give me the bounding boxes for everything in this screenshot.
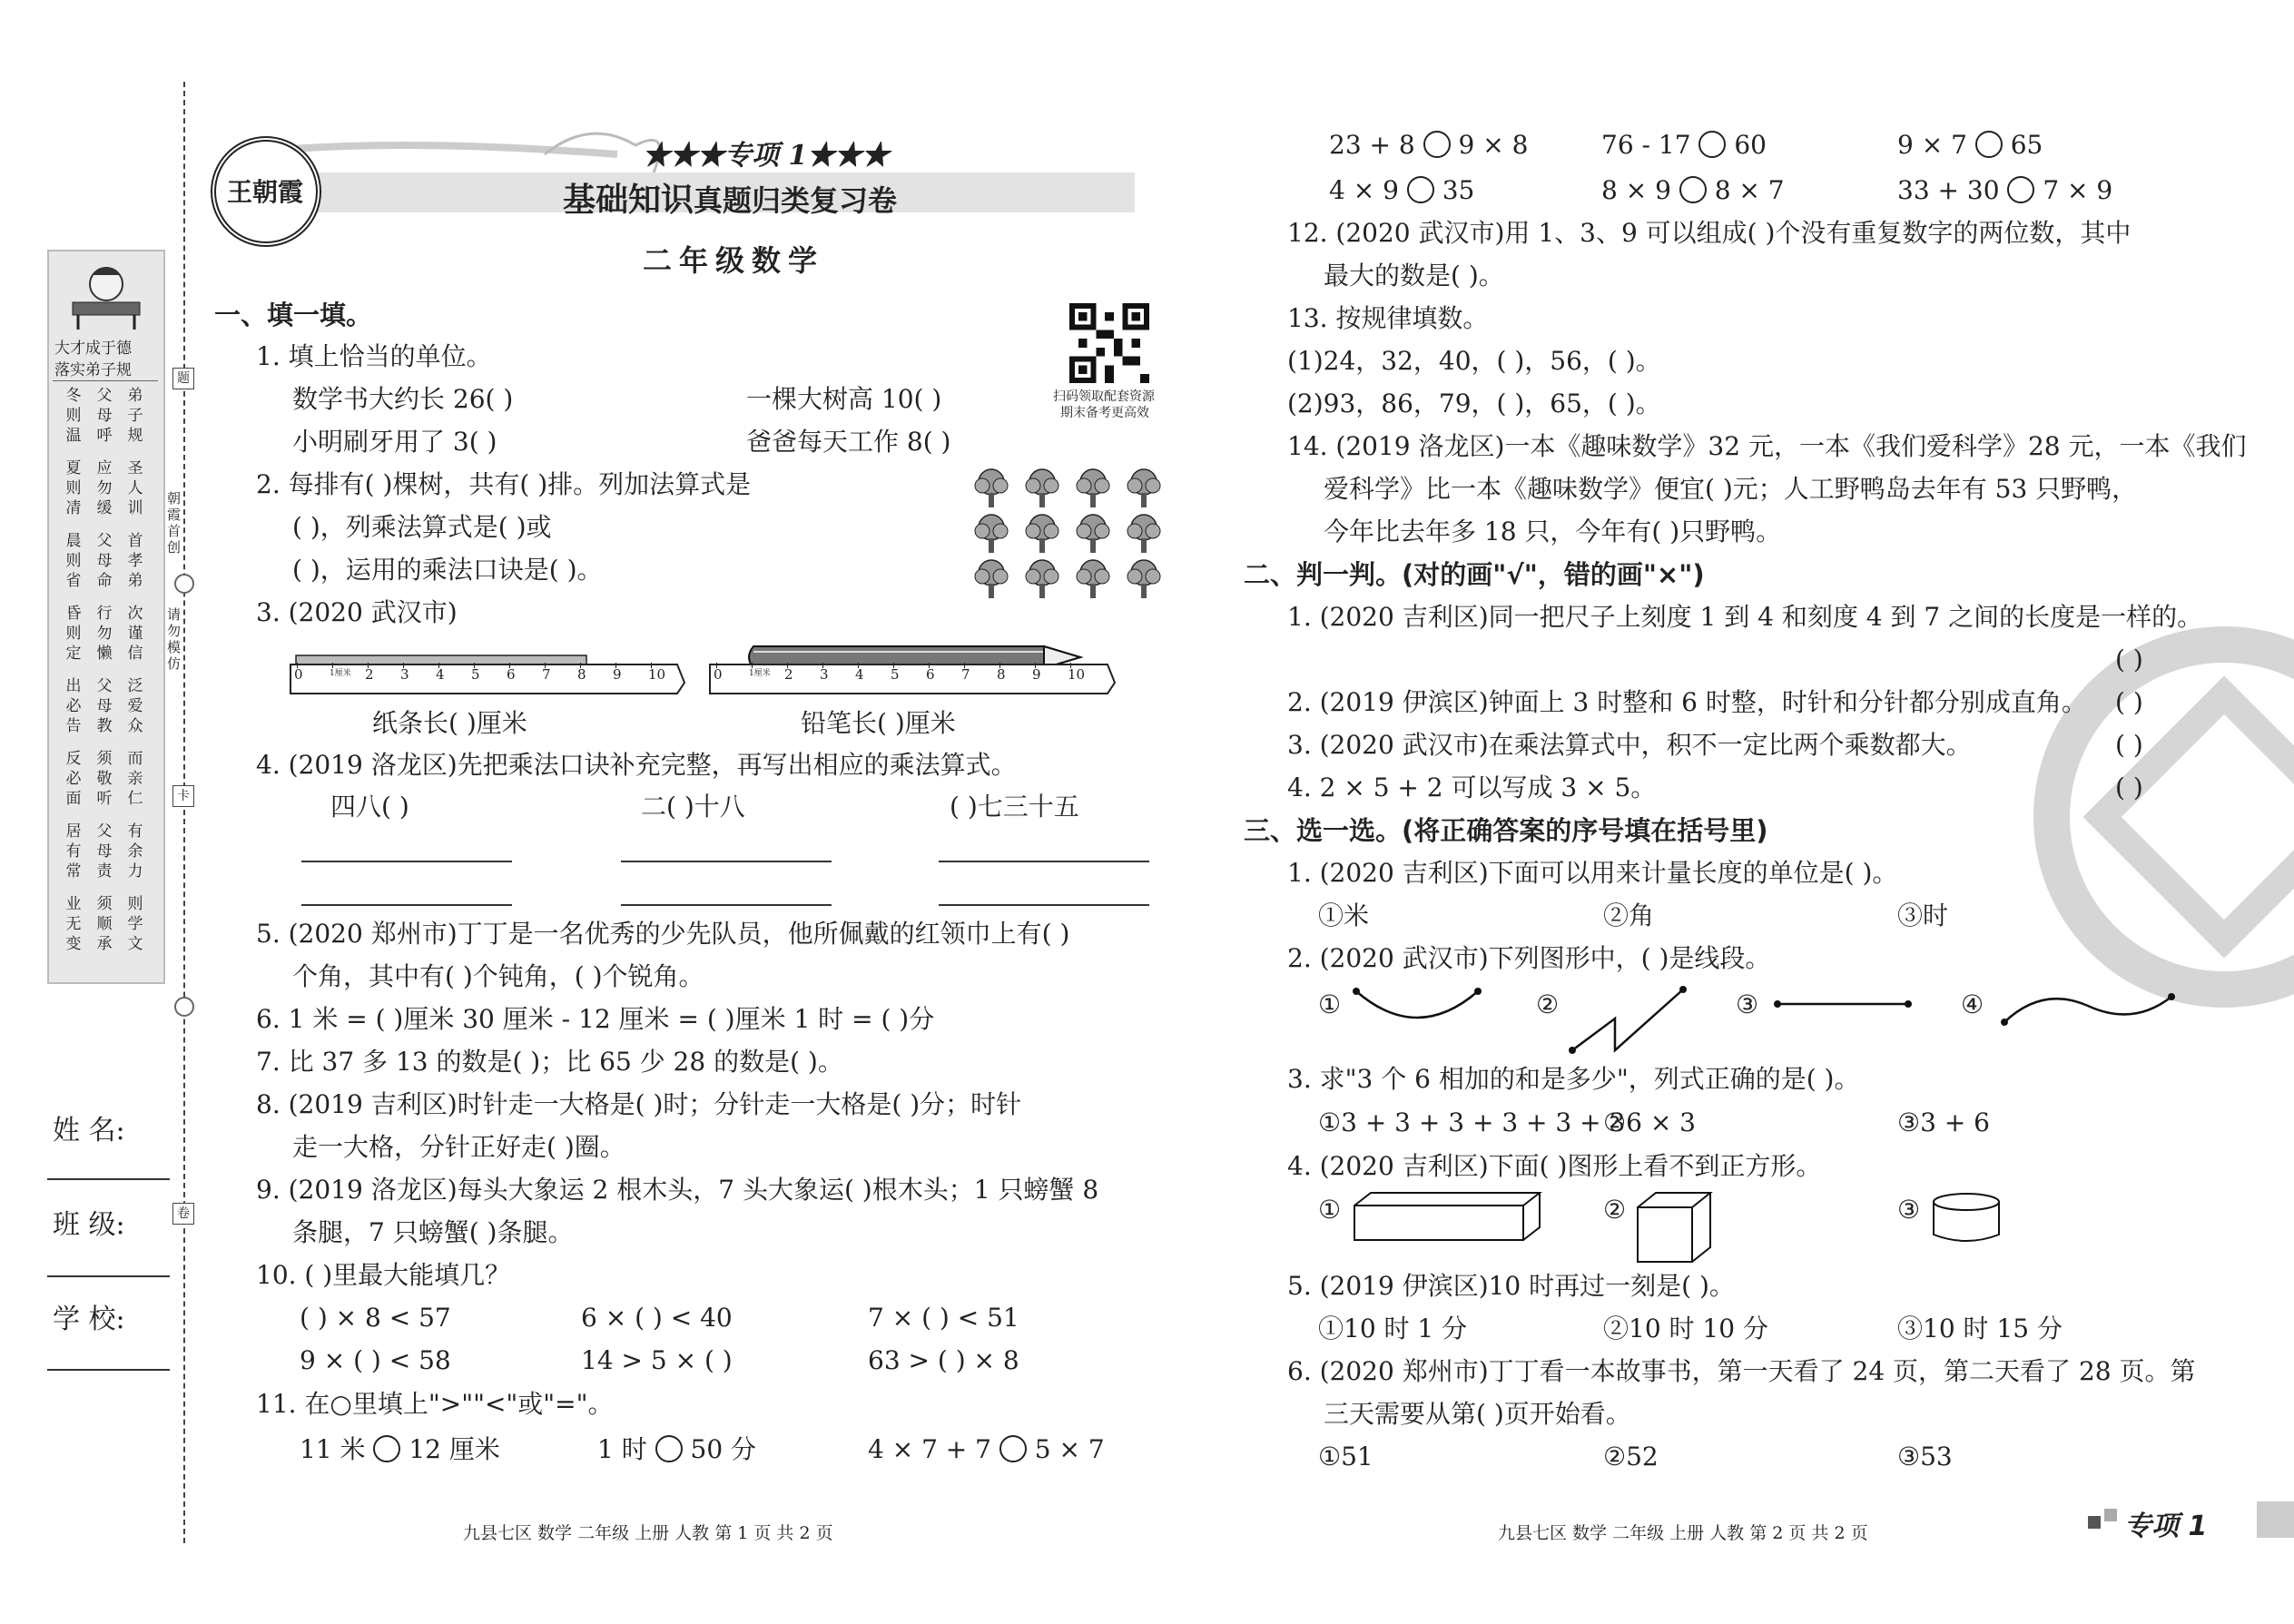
motto-2: 落实弟子规 [54, 361, 132, 379]
choice-option[interactable]: ③ [1897, 1195, 1921, 1225]
corner-block-light [2104, 1509, 2117, 1521]
corner-block-dark [2088, 1516, 2101, 1529]
ruler-tick [1070, 663, 1071, 668]
ruler-tick-label: 4 [436, 666, 445, 683]
q10-prompt: 10. ( )里最大能填几？ [256, 1260, 511, 1290]
seal-2: 卡 [172, 785, 194, 807]
tree-icon [1124, 558, 1164, 604]
q3-paper-answer: 纸条长( )厘米 [372, 708, 527, 738]
choice-4: 4. (2020 吉利区)下面( )图形上看不到正方形。 [1287, 1151, 1822, 1181]
ruler-tick-label: 10 [1068, 666, 1086, 683]
tree-icon [1124, 513, 1164, 558]
tree-icon [1022, 558, 1062, 604]
ruler-tick [1035, 663, 1036, 668]
choice-option[interactable]: ③时 [1897, 901, 1949, 930]
ruler-tick-label: 5 [891, 666, 900, 683]
watermark-stamp [2033, 626, 2294, 1008]
tree-icon [971, 468, 1011, 513]
name-field[interactable] [47, 1178, 170, 1180]
choice-5: 5. (2019 伊滨区)10 时再过一刻是( )。 [1287, 1271, 1735, 1301]
choice-6-line-2: 三天需要从第( )页开始看。 [1324, 1399, 1631, 1429]
ruler-tick [999, 663, 1000, 668]
choice-option[interactable]: ②10 时 10 分 [1603, 1314, 1768, 1343]
vertical-note-1: 朝霞首创 [167, 490, 182, 556]
mascot-icon [65, 259, 147, 331]
choice-3: 3. 求"3 个 6 相加的和是多少"，列式正确的是( )。 [1287, 1064, 1860, 1094]
knot-icon [174, 997, 194, 1017]
ruler-tick-label: 1厘米 [330, 669, 351, 678]
compare-right: 50 分 [690, 1434, 757, 1464]
sidebar-verse-column: 泛爱众 [127, 677, 143, 735]
ruler-tick [368, 663, 369, 668]
sidebar-verse-column: 业无变 [65, 895, 82, 953]
ruler-tick [716, 663, 717, 668]
q2-line-2: ( )，列乘法算式是( )或 [292, 512, 552, 542]
choice-1: 1. (2020 吉利区)下面可以用来计量长度的单位是( )。 [1287, 858, 1898, 888]
compare-circle[interactable] [655, 1435, 683, 1462]
qr-caption-1: 扫码领取配套资源 [1053, 389, 1155, 404]
section-1-heading: 一、填一填。 [214, 300, 373, 330]
q4-answer-line[interactable] [301, 861, 512, 862]
ruler-tick-label: 8 [997, 666, 1006, 683]
ruler-tick [474, 663, 475, 668]
tree-grid [971, 468, 1171, 604]
tree-icon [1022, 513, 1062, 558]
sidebar-verse-column: 行勿懒 [96, 605, 113, 663]
tree-icon [1073, 558, 1113, 604]
ruler-tick-label: 0 [714, 666, 723, 683]
sidebar-verse-column: 昏则定 [65, 605, 82, 663]
compare-right: 35 [1442, 175, 1475, 205]
q6: 6. 1 米 = ( )厘米 30 厘米 - 12 厘米 = ( )厘米 1 时 = ( )分 [256, 1004, 935, 1034]
sidebar-verse-block [54, 531, 156, 600]
ruler-tick [787, 663, 788, 668]
ruler-tick-label: 7 [961, 666, 970, 683]
compare-circle[interactable] [1975, 131, 2003, 158]
sidebar-verse-block [54, 458, 156, 527]
choice-option[interactable]: ③10 时 15 分 [1897, 1314, 2063, 1343]
school-field[interactable] [47, 1369, 170, 1371]
school-label: 学 校: [53, 1304, 125, 1335]
q11-item [597, 1434, 756, 1465]
ruler-tick-label: 10 [648, 666, 666, 683]
q11-item [868, 1434, 1105, 1465]
ruler-tick-label: 6 [926, 666, 935, 683]
ruler-tick-label: 7 [542, 666, 551, 683]
ruler-tick-label: 2 [784, 666, 793, 683]
q11-item [300, 1434, 500, 1465]
sidebar-verse-column: 父母教 [96, 677, 113, 735]
class-label: 班 级: [53, 1209, 125, 1241]
choice-option[interactable]: ④ [1961, 989, 1984, 1019]
compare-left: 76 - 17 [1601, 130, 1691, 160]
q12-line-1: 12. (2020 武汉市)用 1、3、9 可以组成( )个没有重复数字的两位数，其中 [1287, 218, 2132, 248]
q5-line-2: 个角，其中有( )个钝角，( )个锐角。 [292, 961, 704, 991]
choice-2: 2. (2020 武汉市)下列图形中，( )是线段。 [1287, 943, 1771, 973]
q4-answer-line[interactable] [301, 904, 512, 906]
compare-circle[interactable] [2007, 176, 2034, 203]
choice-option[interactable]: ②52 [1603, 1442, 1659, 1471]
compare-right: 5 × 7 [1034, 1434, 1105, 1464]
choice-option[interactable]: ①3 + 3 + 3 + 3 + 3 + 3 [1318, 1107, 1626, 1137]
compare-right: 60 [1734, 130, 1767, 160]
q10-item: 6 × ( ) < 40 [581, 1303, 733, 1333]
arc-curve-figure [1349, 980, 1485, 1026]
seal-3: 卷 [172, 1203, 194, 1225]
q1-item-c: 小明刷牙用了 3( ) [292, 427, 497, 457]
choice-option[interactable]: ③53 [1897, 1442, 1953, 1471]
ruler-tick-label: 9 [613, 666, 622, 683]
q4-item-c: ( )七三十五 [950, 792, 1079, 822]
choice-6-line-1: 6. (2020 郑州市)丁丁看一本故事书，第一天看了 24 页，第二天看了 28 页。第 [1287, 1356, 2196, 1386]
judge-2: 2. (2019 伊滨区)钟面上 3 时整和 6 时整，时针和分针都分别成直角。 [1287, 687, 2087, 717]
compare-right: 65 [2010, 130, 2043, 160]
sidebar-verse-column: 有余力 [127, 822, 143, 881]
compare-right: 9 × 8 [1458, 130, 1529, 160]
ruler-tick-label: 6 [507, 666, 516, 683]
zigzag-line-figure [1565, 982, 1692, 1055]
compare-item [1329, 175, 1474, 206]
ruler-1 [290, 664, 690, 695]
paper-title-bold: 基础知识 [563, 182, 694, 219]
ruler-tick-label: 8 [577, 666, 586, 683]
wave-curve-figure [1997, 986, 2179, 1031]
q1-item-d: 爸爸每天工作 8( ) [746, 427, 951, 457]
ruler-tick-label: 4 [855, 666, 864, 683]
sidebar-verse-column: 夏则凊 [65, 459, 82, 517]
q8-line-2: 走一大格，分针正好走( )圈。 [292, 1132, 625, 1162]
q9-line-1: 9. (2019 洛龙区)每头大象运 2 根木头，7 头大象运( )根木头；1 只螃蟹 8 [256, 1175, 1099, 1205]
q14-line-1: 14. (2019 洛龙区)一本《趣味数学》32 元，一本《我们爱科学》28 元，一本《我们 [1287, 431, 2247, 461]
ruler-tick [651, 663, 652, 668]
sidebar-verse-block [54, 822, 156, 891]
compare-left: 23 + 8 [1329, 130, 1415, 160]
special-title: ★★★专项 1★★★ [643, 140, 890, 172]
sidebar-verse-column: 弟子规 [127, 387, 143, 445]
q9-line-2: 条腿，7 只螃蟹( )条腿。 [292, 1217, 574, 1247]
logo-text: 王朝霞 [226, 177, 303, 207]
tree-icon [1124, 468, 1164, 513]
compare-circle[interactable] [1407, 176, 1434, 203]
section-2-heading: 二、判一判。(对的画"√"，错的画"×") [1244, 559, 1705, 590]
compare-item [1329, 130, 1528, 161]
sidebar-verse-column: 须顺承 [96, 895, 113, 953]
q1-item-b: 一棵大树高 10( ) [746, 384, 942, 414]
ruler-tick-label: 1厘米 [749, 669, 771, 678]
ruler-tick [893, 663, 894, 668]
choice-option[interactable]: ①51 [1318, 1442, 1373, 1471]
paper-title-rest: 真题归类复习卷 [694, 183, 898, 218]
compare-left: 1 时 [597, 1434, 647, 1464]
compare-left: 33 + 30 [1897, 175, 2000, 205]
sidebar-verse-column: 须敬听 [96, 750, 113, 808]
q2-line-3: ( )，运用的乘法口诀是( )。 [292, 555, 603, 585]
judge-paren[interactable]: ( ) [2115, 687, 2143, 717]
q10-item: 7 × ( ) < 51 [868, 1303, 1019, 1333]
choice-option[interactable]: ③ [1736, 989, 1759, 1019]
ruler-tick [822, 663, 823, 668]
sidebar-verse-column: 次谨信 [127, 605, 143, 663]
vertical-note-2: 请勿模仿 [167, 606, 182, 672]
knot-icon [174, 574, 194, 594]
tree-icon [1073, 468, 1113, 513]
name-label: 姓 名: [53, 1115, 125, 1147]
corner-label: 专项 1 [2124, 1511, 2208, 1542]
compare-left: 8 × 9 [1601, 175, 1671, 205]
cylinder-figure [1930, 1191, 2003, 1247]
q2-line-1: 2. 每排有( )棵树，共有( )排。列加法算式是 [256, 469, 752, 499]
q3-prompt: 3. (2020 武汉市) [256, 597, 458, 627]
ruler-tick [964, 663, 965, 668]
sidebar-verse-column: 冬则温 [65, 387, 82, 445]
sidebar-verse-block [54, 676, 156, 745]
motto-1: 大才成于德 [54, 340, 132, 358]
sidebar-verses [54, 386, 156, 967]
compare-left: 11 米 [300, 1434, 366, 1464]
q7: 7. 比 37 多 13 的数是( )；比 65 少 28 的数是( )。 [256, 1047, 843, 1077]
section-3-heading: 三、选一选。(将正确答案的序号填在括号里) [1244, 815, 1768, 846]
sidebar-verse-column: 应勿缓 [96, 459, 113, 517]
logo-badge [211, 136, 321, 247]
q3-pencil-answer: 铅笔长( )厘米 [801, 708, 956, 738]
compare-item [1601, 175, 1785, 206]
q4-item-a: 四八( ) [330, 792, 409, 822]
tree-icon [1073, 513, 1113, 558]
compare-circle[interactable] [1698, 131, 1726, 158]
stamp-inner [2082, 675, 2294, 958]
ruler-tick [509, 663, 510, 668]
ruler-tick [332, 663, 333, 668]
q13-item-2: (2)93，86，79，( )，65，( )。 [1287, 389, 1661, 418]
sidebar-verse-column: 首孝弟 [127, 532, 143, 590]
ruler-tick-label: 5 [471, 666, 480, 683]
compare-right: 12 厘米 [409, 1434, 500, 1464]
motto-divider [53, 380, 158, 381]
ruler-tick-label: 2 [365, 666, 374, 683]
compare-circle[interactable] [373, 1435, 400, 1462]
choice-option[interactable]: ① [1318, 1195, 1342, 1225]
sidebar-verse-column: 居有常 [65, 822, 82, 881]
sidebar-verse-block [54, 894, 156, 963]
judge-paren[interactable]: ( ) [2115, 773, 2143, 802]
seal-1: 题 [172, 368, 194, 389]
q1-item-a: 数学书大约长 26( ) [292, 384, 514, 414]
choice-option[interactable]: ②角 [1603, 901, 1655, 930]
compare-circle[interactable] [999, 1435, 1027, 1462]
sidebar-verse-column: 则学文 [127, 895, 143, 953]
ruler-tick [752, 663, 753, 668]
ruler-tick [297, 663, 298, 668]
choice-option[interactable]: ② [1536, 989, 1560, 1019]
compare-item [1897, 175, 2112, 206]
right-footer: 九县七区 数学 二年级 上册 人教 第 2 页 共 2 页 [1498, 1523, 1868, 1543]
paper-title [563, 174, 897, 221]
q10-item: 14 > 5 × ( ) [581, 1345, 733, 1375]
compare-left: 9 × 7 [1897, 130, 1967, 160]
judge-paren[interactable]: ( ) [2115, 730, 2143, 760]
choice-option[interactable]: ①10 时 1 分 [1318, 1314, 1468, 1343]
compare-left: 4 × 7 + 7 [868, 1434, 991, 1464]
q8-line-1: 8. (2019 吉利区)时针走一大格是( )时；分针走一大格是( )分；时针 [256, 1089, 1022, 1119]
q4-answer-line[interactable] [939, 861, 1149, 862]
q4-item-b: 二( )十八 [641, 792, 745, 822]
q1-prompt: 1. 填上恰当的单位。 [256, 341, 492, 371]
ruler-tick-label: 0 [294, 666, 303, 683]
qr-code[interactable] [1069, 303, 1149, 383]
binding-dash-line [183, 82, 185, 1543]
sidebar-verse-column: 父母命 [96, 532, 113, 590]
q4-prompt: 4. (2019 洛龙区)先把乘法口诀补充完整，再写出相应的乘法算式。 [256, 750, 1017, 780]
ruler-tick [615, 663, 616, 668]
q10-item: 63 > ( ) × 8 [868, 1345, 1019, 1375]
ruler-2 [710, 664, 1118, 695]
judge-4: 4. 2 × 5 + 2 可以写成 3 × 5。 [1287, 773, 1657, 802]
sidebar-verse-column: 父母呼 [96, 387, 113, 445]
q4-answer-line[interactable] [621, 904, 832, 906]
compare-item [1601, 130, 1767, 161]
corner-tab [2088, 1501, 2294, 1542]
choice-option[interactable]: ② [1603, 1195, 1627, 1225]
left-footer: 九县七区 数学 二年级 上册 人教 第 1 页 共 2 页 [463, 1523, 833, 1543]
q13-item-1: (1)24，32，40，( )，56，( )。 [1287, 346, 1661, 376]
ruler-tick [929, 663, 930, 668]
sidebar-verse-column: 晨则省 [65, 532, 82, 590]
sidebar-verse-block [54, 749, 156, 818]
ruler-tick-label: 3 [820, 666, 829, 683]
judge-3: 3. (2020 武汉市)在乘法算式中，积不一定比两个乘数都大。 [1287, 730, 1972, 760]
sidebar-verse-column: 而亲仁 [127, 750, 143, 808]
q10-item: ( ) × 8 < 57 [300, 1303, 451, 1333]
q5-line-1: 5. (2020 郑州市)丁丁是一名优秀的少先队员，他所佩戴的红领巾上有( ) [256, 919, 1070, 949]
judge-paren[interactable]: ( ) [2115, 645, 2143, 674]
q12-line-2: 最大的数是( )。 [1324, 261, 1504, 290]
ruler-tick [438, 663, 439, 668]
choice-option[interactable]: ②6 × 3 [1603, 1107, 1696, 1137]
q13-prompt: 13. 按规律填数。 [1287, 303, 1489, 333]
ruler-tick-label: 9 [1032, 666, 1041, 683]
ruler-tick [403, 663, 404, 668]
choice-option[interactable]: ①米 [1318, 901, 1370, 930]
compare-item [1897, 130, 2043, 161]
compare-right: 7 × 9 [2043, 175, 2113, 205]
compare-circle[interactable] [1679, 176, 1707, 203]
sidebar-verse-column: 出必告 [65, 677, 82, 735]
q4-answer-line[interactable] [621, 861, 832, 862]
compare-circle[interactable] [1423, 131, 1451, 158]
cuboid-figure [1351, 1189, 1551, 1244]
compare-left: 4 × 9 [1329, 175, 1399, 205]
sidebar-verse-block [54, 604, 156, 673]
qr-caption-2: 期末备考更高效 [1060, 406, 1149, 420]
class-field[interactable] [47, 1275, 170, 1277]
sidebar-verse-column: 圣人训 [127, 459, 143, 517]
tree-icon [971, 558, 1011, 604]
sidebar-verse-block [54, 386, 156, 455]
tree-icon [971, 513, 1011, 558]
compare-right: 8 × 7 [1714, 175, 1785, 205]
q10-item: 9 × ( ) < 58 [300, 1345, 451, 1375]
sidebar-verse-column: 反必面 [65, 750, 82, 808]
q14-line-2: 爱科学》比一本《趣味数学》便宜( )元；人工野鸭岛去年有 53 只野鸭， [1324, 474, 2138, 504]
corner-bar [2257, 1501, 2294, 1538]
ruler-tick-label: 3 [400, 666, 409, 683]
ruler-tick [580, 663, 581, 668]
q14-line-3: 今年比去年多 18 只，今年有( )只野鸭。 [1324, 517, 1782, 546]
paper-subtitle: 二年级数学 [643, 243, 825, 278]
choice-option[interactable]: ③3 + 6 [1897, 1107, 1990, 1137]
choice-option[interactable]: ① [1318, 989, 1342, 1019]
ruler-tick [858, 663, 859, 668]
cube-figure [1634, 1189, 1716, 1265]
tree-icon [1022, 468, 1062, 513]
q11-prompt: 11. 在○里填上">""<"或"="。 [256, 1389, 614, 1419]
judge-1: 1. (2020 吉利区)同一把尺子上刻度 1 到 4 和刻度 4 到 7 之间的长度是一样的。 [1287, 602, 2203, 632]
ruler-tick [545, 663, 546, 668]
segment-figure [1770, 993, 1915, 1015]
q4-answer-line[interactable] [939, 904, 1149, 906]
sidebar-verse-column: 父母责 [96, 822, 113, 881]
